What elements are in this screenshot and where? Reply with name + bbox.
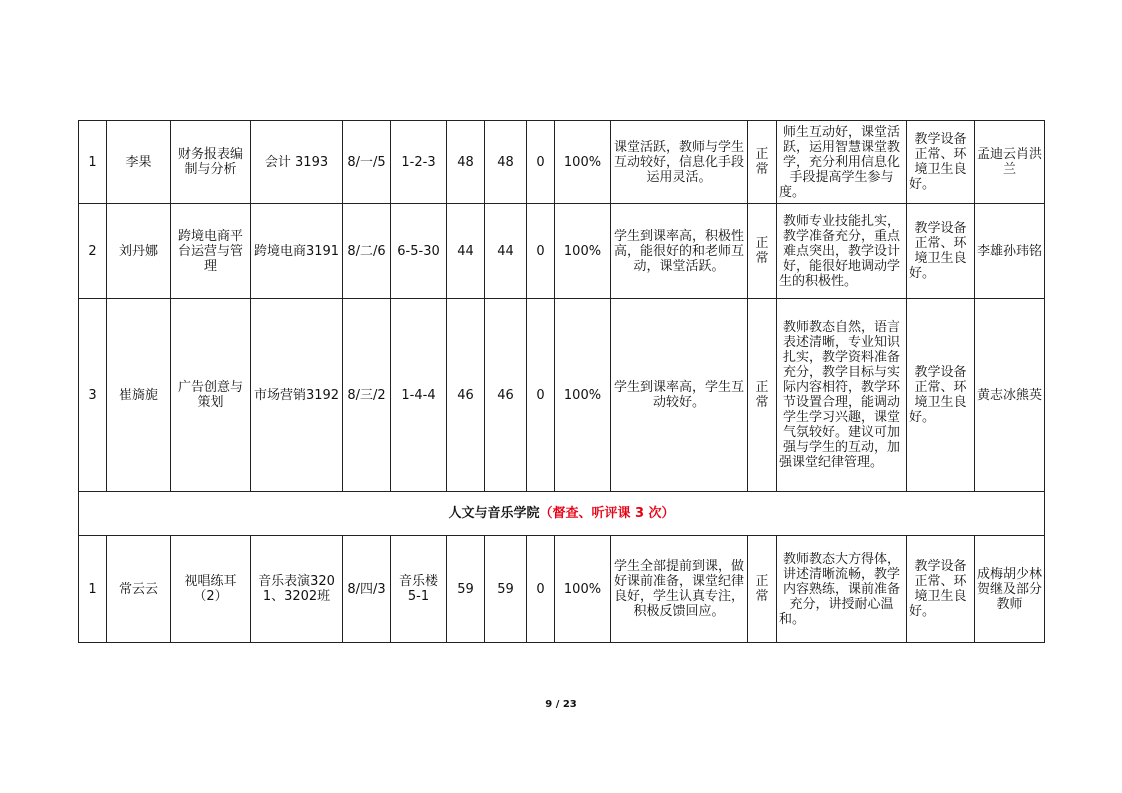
absent-count: 0 (527, 121, 555, 204)
attendance-rate: 100% (555, 299, 611, 492)
course-name: 财务报表编制与分析 (171, 121, 251, 204)
due-count: 48 (447, 121, 485, 204)
student-comment: 学生到课率高，积极性高，能很好的和老师互动，课堂活跃。 (611, 204, 748, 299)
class-date: 8/二/6 (343, 204, 391, 299)
class-periods: 6-5-30 (391, 204, 447, 299)
environment-comment: 教学设备正常、环境卫生良好。 (907, 121, 975, 204)
class-periods: 音乐楼 5-1 (391, 536, 447, 643)
table-row (79, 121, 1045, 204)
attendance-rate: 100% (555, 536, 611, 643)
class-name: 跨境电商3191 (251, 204, 343, 299)
section-header (79, 492, 1045, 536)
section-note: （督查、听评课 3 次） (539, 506, 675, 521)
absent-count: 0 (527, 204, 555, 299)
table-row (79, 299, 1045, 492)
course-name: 广告创意与策划 (171, 299, 251, 492)
course-name: 跨境电商平台运营与管理 (171, 204, 251, 299)
class-date: 8/四/3 (343, 536, 391, 643)
absent-count: 0 (527, 536, 555, 643)
actual-count: 48 (485, 121, 527, 204)
class-periods: 1-4-4 (391, 299, 447, 492)
environment-comment: 教学设备正常、环境卫生良好。 (907, 204, 975, 299)
actual-count: 44 (485, 204, 527, 299)
class-date: 8/三/2 (343, 299, 391, 492)
row-number: 1 (79, 536, 107, 643)
row-number: 1 (79, 121, 107, 204)
due-count: 59 (447, 536, 485, 643)
table-row (79, 536, 1045, 643)
class-date: 8/一/5 (343, 121, 391, 204)
inspector-names: 孟迪云肖洪兰 (975, 121, 1045, 204)
order-status: 正常 (748, 204, 777, 299)
page-number: 9 / 23 (545, 699, 577, 710)
due-count: 44 (447, 204, 485, 299)
actual-count: 46 (485, 299, 527, 492)
course-name: 视唱练耳（2） (171, 536, 251, 643)
attendance-rate: 100% (555, 204, 611, 299)
class-name: 市场营销3192 (251, 299, 343, 492)
class-periods: 1-2-3 (391, 121, 447, 204)
section-name: 人文与音乐学院 (448, 506, 540, 521)
class-name: 会计 3193 (251, 121, 343, 204)
teacher-comment: 教师教态自然，语言表述清晰，专业知识扎实，教学资料准备充分，教学目标与实际内容相符，教学环节设置合理，能调动学生学习兴趣，课堂气氛较好。建议可加强与学生的互动，加强课堂纪律管理。 (777, 299, 907, 492)
inspector-names: 李雄孙玮铭 (975, 204, 1045, 299)
order-status: 正常 (748, 121, 777, 204)
inspector-names: 成梅胡少林贺继及部分教师 (975, 536, 1045, 643)
inspector-names: 黄志冰熊英 (975, 299, 1045, 492)
row-number: 2 (79, 204, 107, 299)
student-comment: 学生到课率高，学生互动较好。 (611, 299, 748, 492)
order-status: 正常 (748, 299, 777, 492)
teacher-comment: 师生互动好，课堂活跃，运用智慧课堂教学，充分利用信息化手段提高学生参与度。 (777, 121, 907, 204)
absent-count: 0 (527, 299, 555, 492)
student-comment: 课堂活跃，教师与学生互动较好，信息化手段运用灵活。 (611, 121, 748, 204)
teacher-name: 常云云 (107, 536, 171, 643)
actual-count: 59 (485, 536, 527, 643)
attendance-rate: 100% (555, 121, 611, 204)
order-status: 正常 (748, 536, 777, 643)
teacher-comment: 教师专业技能扎实，教学准备充分，重点难点突出，教学设计好，能很好地调动学生的积极性。 (777, 204, 907, 299)
environment-comment: 教学设备正常、环境卫生良好。 (907, 536, 975, 643)
class-name: 音乐表演3201、3202班 (251, 536, 343, 643)
student-comment: 学生全部提前到课，做好课前准备，课堂纪律良好，学生认真专注，积极反馈回应。 (611, 536, 748, 643)
table-row (79, 204, 1045, 299)
teacher-comment: 教师教态大方得体，讲述清晰流畅，教学内容熟练，课前准备充分，讲授耐心温和。 (777, 536, 907, 643)
section-row (79, 492, 1045, 536)
due-count: 46 (447, 299, 485, 492)
row-number: 3 (79, 299, 107, 492)
teacher-name: 崔旖旎 (107, 299, 171, 492)
teacher-name: 李果 (107, 121, 171, 204)
environment-comment: 教学设备正常、环境卫生良好。 (907, 299, 975, 492)
inspection-table (78, 120, 1045, 643)
teacher-name: 刘丹娜 (107, 204, 171, 299)
